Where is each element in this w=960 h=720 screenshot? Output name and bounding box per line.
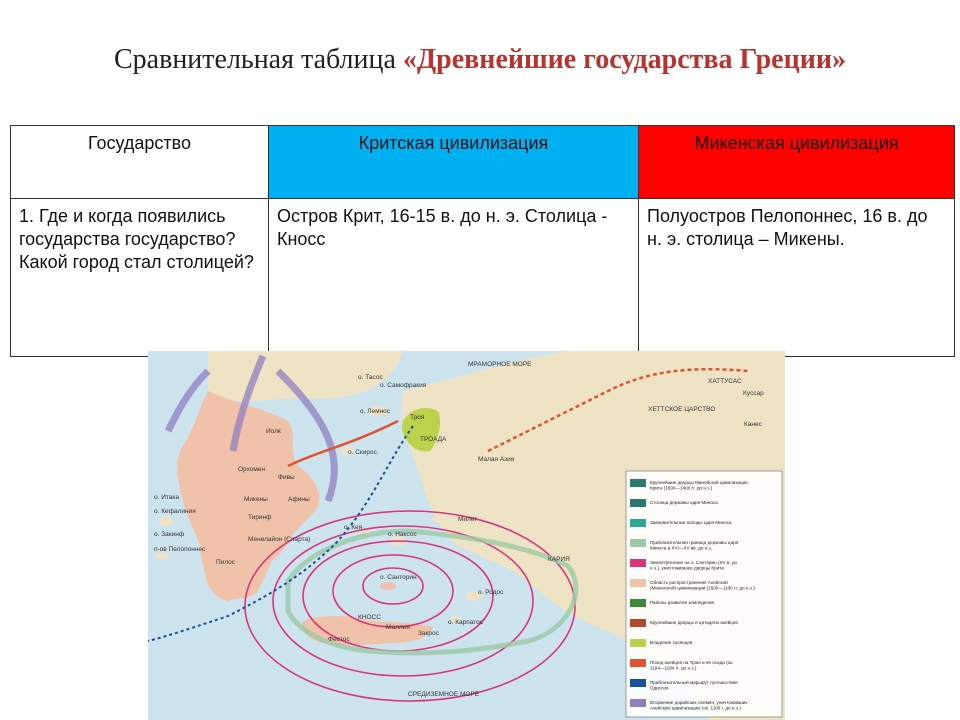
map-label-troy: Троя xyxy=(410,414,425,421)
header-mycenae: Микенская цивилизация xyxy=(639,126,955,199)
ancient-greece-map xyxy=(148,351,785,720)
map-label-zakros: Закрос xyxy=(418,630,439,637)
legend-swatch xyxy=(630,479,646,487)
map-label-kefallinia: о. Кефалиния xyxy=(154,508,196,515)
map-label-karpathos: о. Карпатос xyxy=(448,619,484,626)
legend-text: Приблизительная граница державы царя Миноса в XVI—XV вв. до н.э. xyxy=(650,540,739,551)
cell-crete: Остров Крит, 16-15 в. до н. э. Столица - Кносс xyxy=(269,199,639,357)
slide-title xyxy=(0,40,960,80)
title-highlight: «Древнейшие государства Греции» xyxy=(402,44,846,75)
legend-text: Крупнейшие дворцы Минойской цивилизации Крита (1500—1400 гг. до н.э.) xyxy=(650,480,748,491)
legend-swatch xyxy=(630,599,646,607)
map-label-mallia: Маллия xyxy=(386,624,410,631)
comparison-table xyxy=(10,125,955,357)
map-label-kanes: Канес xyxy=(744,421,762,428)
map-label-tiryns: Тиринф xyxy=(248,514,272,521)
map-label-troad: ТРОАДА xyxy=(420,436,447,443)
header-crete: Критская цивилизация xyxy=(269,126,639,199)
legend-text: Завоевательные походы царя Миноса xyxy=(650,520,732,525)
map-label-lemnos: о. Лемнос xyxy=(360,408,391,415)
map-label-orchomenus: Орхомен xyxy=(238,466,266,473)
legend-swatch xyxy=(630,699,646,707)
legend-swatch xyxy=(630,519,646,527)
legend-text: Владения троянцев xyxy=(650,640,693,645)
header-state: Государство xyxy=(11,126,269,199)
map-label-sea-south: СРЕДИЗЕМНОЕ МОРЕ xyxy=(408,691,480,698)
map-label-thebes: Фивы xyxy=(278,474,295,481)
map-label-peloponnese: п-ов Пелопоннес xyxy=(154,546,206,553)
map-svg xyxy=(148,351,785,720)
legend-swatch xyxy=(630,639,646,647)
cell-mycenae: Полуостров Пелопоннес, 16 в. до н. э. столица – Микены. xyxy=(639,199,955,357)
map-label-naxos: о. Наксос xyxy=(388,531,417,538)
map-label-rhodes: о. Родос xyxy=(478,589,504,596)
table-row xyxy=(11,199,955,357)
map-label-knossos: КНОСС xyxy=(358,614,381,621)
legend-swatch xyxy=(630,539,646,547)
legend-text: Вторжение дорийских племён, уничтоживших Ахейскую цивилизацию (ок. 1100 г. до н.э.) xyxy=(650,700,748,711)
legend-swatch xyxy=(630,659,646,667)
cell-question: 1. Где и когда появились государства государство? Какой город стал столицей? xyxy=(11,199,269,357)
map-label-santorini: о. Санторин xyxy=(380,574,417,581)
legend-text: Приблизительный маршрут путешествия Одиссея xyxy=(650,680,738,691)
map-label-mycenae: Микены xyxy=(244,496,268,503)
map-label-ithaca: о. Итака xyxy=(154,494,180,501)
map-label-miletus: Милет xyxy=(458,516,478,523)
legend-swatch xyxy=(630,579,646,587)
map-label-hattusa: ХАТТУСАС xyxy=(708,378,742,385)
map-label-athens: Афины xyxy=(288,496,310,503)
legend-text: Районы развития земледелия xyxy=(650,600,715,605)
map-label-pylos: Пилос xyxy=(216,559,236,566)
legend-text: Область распространения Ахейской (Микенской) цивилизации (1500—1100 гг. до н.э.) xyxy=(650,580,755,591)
legend-swatch xyxy=(630,499,646,507)
legend-swatch xyxy=(630,679,646,687)
legend-text: Землетрясение на о. Санторин (XV в. до н.э.), уничтожившее дворцы Крита xyxy=(650,560,738,571)
map-label-keos: о. Кея xyxy=(344,524,363,531)
map-label-marmara-sea: МРАМОРНОЕ МОРЕ xyxy=(468,361,532,368)
map-label-asia-minor: Малая Азия xyxy=(478,456,515,463)
map-label-phaistos: Фестос xyxy=(328,636,350,643)
legend-text: Крупнейшие дворцы и цитадели ахейцев xyxy=(650,620,738,625)
table-header-row xyxy=(11,126,955,199)
map-label-menelaion: Менелайон (Спарта) xyxy=(248,536,311,543)
map-label-skyros: о. Скирос xyxy=(348,449,377,456)
legend-text: Столица державы царя Миноса xyxy=(650,500,718,505)
legend-swatch xyxy=(630,559,646,567)
map-label-thasos: о. Тасос xyxy=(358,374,383,381)
map-label-iolk: Иолк xyxy=(266,428,281,435)
legend-swatch xyxy=(630,619,646,627)
map-label-samothrace: о. Самофракия xyxy=(380,382,427,389)
title-prefix: Сравнительная таблица xyxy=(114,44,403,75)
map-label-hittite: ХЕТТСКОЕ ЦАРСТВО xyxy=(648,406,716,413)
map-label-zakynthos: о. Закинф xyxy=(154,531,185,538)
map-label-caria: КАРИЯ xyxy=(548,556,570,563)
map-legend xyxy=(626,471,782,717)
map-label-kussar: Куссар xyxy=(743,390,764,397)
legend-text: Поход ахейцев на Трою и её осада (ок. 1194—1184 гг. до н.э.) xyxy=(650,660,734,671)
